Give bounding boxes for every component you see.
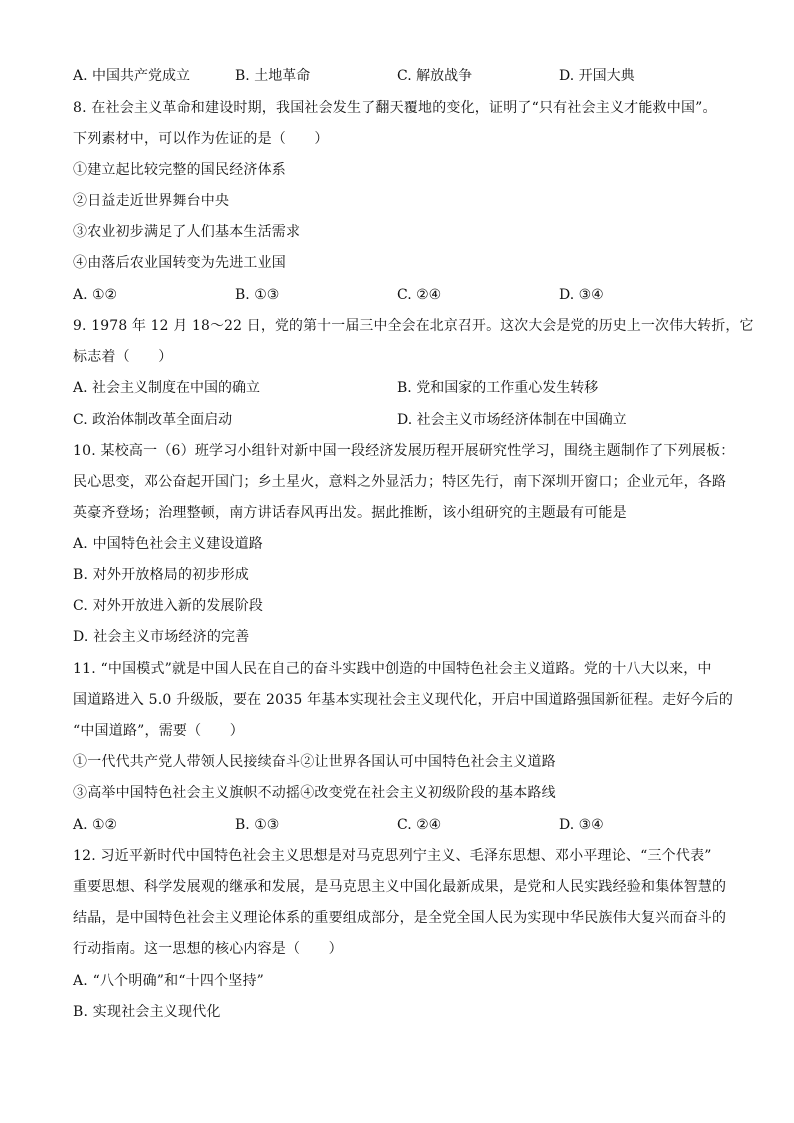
q9-option-a[interactable]: A. 社会主义制度在中国的确立 bbox=[73, 380, 261, 396]
q12-stem-line-3: 结晶，是中国特色社会主义理论体系的重要组成部分，是全党全国人民为实现中华民族伟大复兴而奋斗的 bbox=[73, 910, 727, 926]
q7-option-c[interactable]: C. 解放战争 bbox=[397, 68, 473, 84]
q10-stem-line-2: 民心思变，邓公奋起开国门；乡土星火，意料之外显活力；特区先行，南下深圳开窗口；企业元年，各路 bbox=[73, 474, 727, 490]
q11-stem-line-2: 国道路进入 5.0 升级版，要在 2035 年基本实现社会主义现代化，开启中国道路强国新征程。走好今后的 bbox=[73, 692, 734, 708]
q12-stem-line-4: 行动指南。这一思想的核心内容是（ ） bbox=[73, 941, 343, 957]
q12-stem-line-1: 12. 习近平新时代中国特色社会主义思想是对马克思列宁主义、毛泽东思想、邓小平理论、“三个代表” bbox=[73, 848, 712, 864]
q10-option-c[interactable]: C. 对外开放进入新的发展阶段 bbox=[73, 598, 264, 614]
q11-option-c[interactable]: C. ②④ bbox=[397, 817, 442, 833]
q7-option-b[interactable]: B. 土地革命 bbox=[235, 68, 311, 84]
q8-item-2: ②日益走近世界舞台中央 bbox=[73, 193, 230, 209]
q12-option-b[interactable]: B. 实现社会主义现代化 bbox=[73, 1004, 221, 1020]
q8-option-a[interactable]: A. ①② bbox=[73, 287, 118, 303]
q11-stem-line-1: 11. “中国模式”就是中国人民在自己的奋斗实践中创造的中国特色社会主义道路。党的十八大以来，中 bbox=[73, 661, 712, 677]
q9-option-c[interactable]: C. 政治体制改革全面启动 bbox=[73, 412, 233, 428]
q8-item-1: ①建立起比较完整的国民经济体系 bbox=[73, 162, 286, 178]
q9-option-d[interactable]: D. 社会主义市场经济体制在中国确立 bbox=[397, 412, 627, 428]
q11-stem-line-3: “中国道路”，需要（ ） bbox=[73, 723, 244, 739]
q8-option-d[interactable]: D. ③④ bbox=[559, 287, 604, 303]
q11-option-d[interactable]: D. ③④ bbox=[559, 817, 604, 833]
q11-items-line-2: ③高举中国特色社会主义旗帜不动摇④改变党在社会主义初级阶段的基本路线 bbox=[73, 785, 556, 801]
q8-stem-line-1: 8. 在社会主义革命和建设时期，我国社会发生了翻天覆地的变化，证明了“只有社会主义才能救中国”。 bbox=[73, 100, 717, 116]
q8-option-b[interactable]: B. ①③ bbox=[235, 287, 280, 303]
q8-stem-line-2: 下列素材中，可以作为佐证的是（ ） bbox=[73, 131, 329, 147]
q12-stem-line-2: 重要思想、科学发展观的继承和发展，是马克思主义中国化最新成果，是党和人民实践经验和集体智慧的 bbox=[73, 879, 727, 895]
q11-option-a[interactable]: A. ①② bbox=[73, 817, 118, 833]
q11-items-line-1: ①一代代共产党人带领人民接续奋斗②让世界各国认可中国特色社会主义道路 bbox=[73, 754, 556, 770]
q8-item-4: ④由落后农业国转变为先进工业国 bbox=[73, 255, 286, 271]
q8-option-c[interactable]: C. ②④ bbox=[397, 287, 442, 303]
q10-stem-line-3: 英豪齐登场；治理整顿，南方讲话春风再出发。据此推断，该小组研究的主题最有可能是 bbox=[73, 505, 627, 521]
q9-stem-line-2: 标志着（ ） bbox=[73, 349, 173, 365]
q9-option-b[interactable]: B. 党和国家的工作重心发生转移 bbox=[397, 380, 599, 396]
q12-option-a[interactable]: A. “八个明确”和“十四个坚持” bbox=[73, 973, 265, 989]
q10-option-a[interactable]: A. 中国特色社会主义建设道路 bbox=[73, 536, 264, 552]
q11-option-b[interactable]: B. ①③ bbox=[235, 817, 280, 833]
q10-option-d[interactable]: D. 社会主义市场经济的完善 bbox=[73, 629, 250, 645]
q8-item-3: ③农业初步满足了人们基本生活需求 bbox=[73, 224, 301, 240]
q7-option-d[interactable]: D. 开国大典 bbox=[559, 68, 635, 84]
q10-stem-line-1: 10. 某校高一（6）班学习小组针对新中国一段经济发展历程开展研究性学习，围绕主题制作了下列展板： bbox=[73, 443, 735, 459]
q9-stem-line-1: 9. 1978 年 12 月 18～22 日，党的第十一届三中全会在北京召开。这次大会是党的历史上一次伟大转折，它 bbox=[73, 318, 754, 334]
q7-option-a[interactable]: A. 中国共产党成立 bbox=[73, 68, 191, 84]
q10-option-b[interactable]: B. 对外开放格局的初步形成 bbox=[73, 567, 249, 583]
